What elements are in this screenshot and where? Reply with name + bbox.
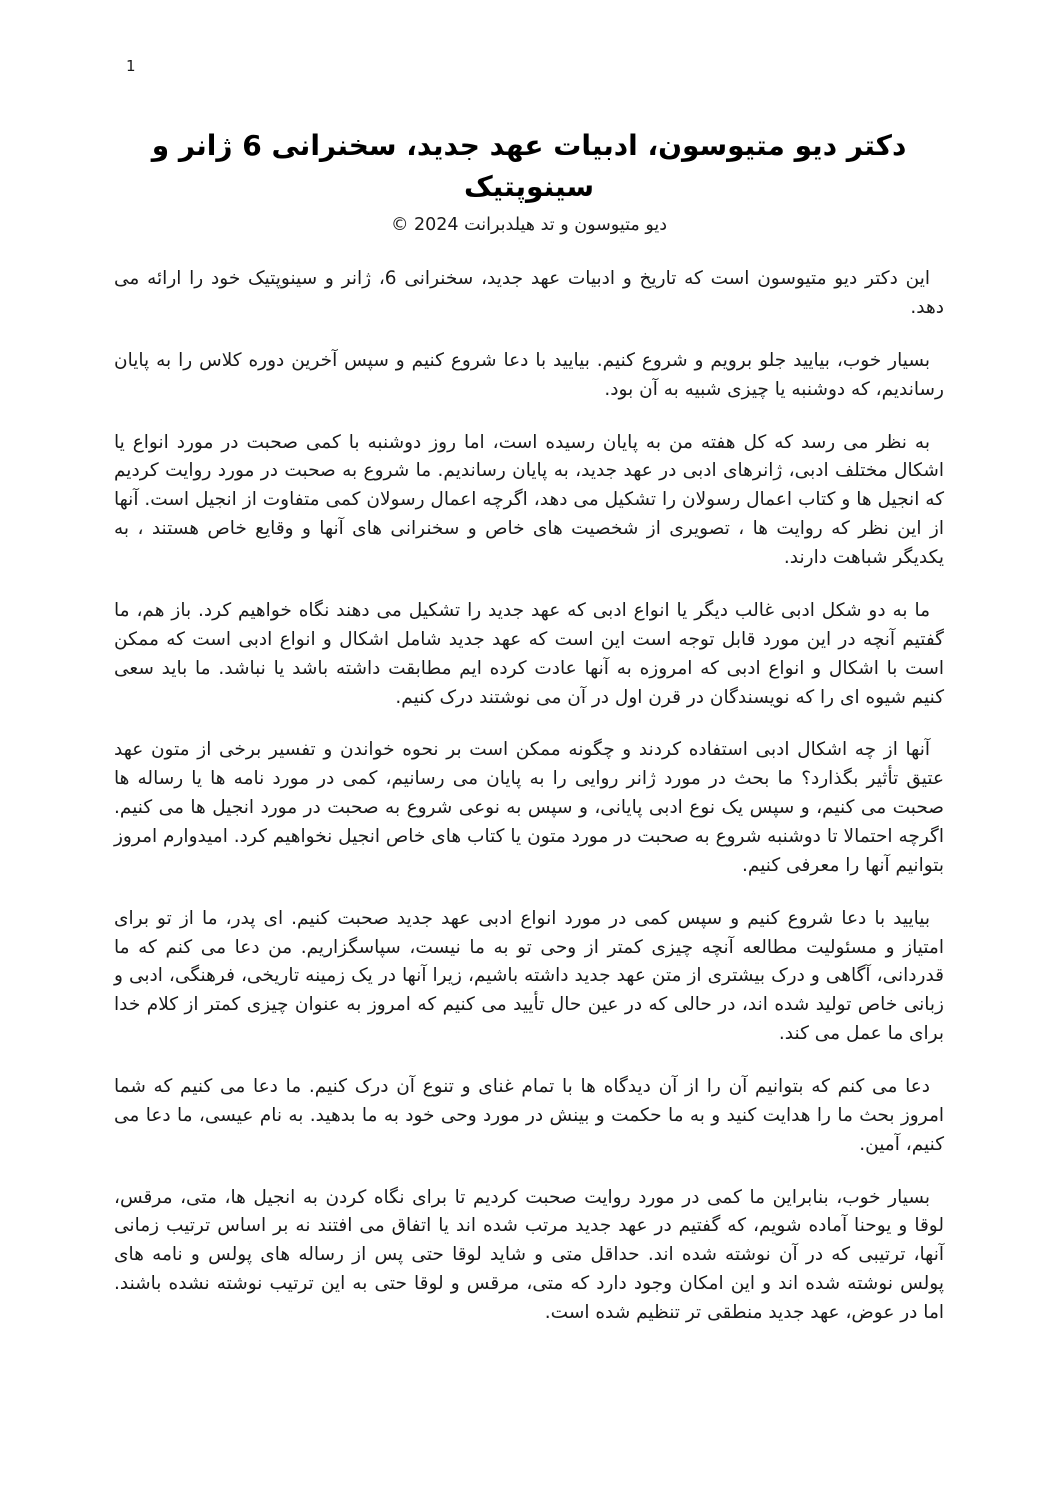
paragraph-6: بیایید با دعا شروع کنیم و سپس کمی در مورد انواع ادبی عهد جدید صحبت کنیم. ای پدر، ما از تو برای امتیاز و مسئولیت مطالعه آنچه چیزی کمتر از وحی تو به ما نیست، سپاسگزاریم. من دعا می کنم که ما قدردانی، آگاهی و درک بیشتری از متن عهد جدید داشته باشیم، زیرا آنها در یک زمینه تاریخی، فرهنگی، ادبی و زبانی خاص تولید شده اند، در حالی که در عین حال تأیید می کنیم که امروز به عنوان چیزی کمتر از کلام خدا برای ما عمل می کند. bbox=[114, 907, 944, 1045]
copyright-line: © 2024 دیو متیوسون و تد هیلدبرانت bbox=[390, 215, 668, 236]
title-line-1: دکتر دیو متیوسون، ادبیات عهد جدید، سخنرانی 6 ژانر و bbox=[151, 129, 907, 162]
paragraph-1: این دکتر دیو متیوسون است که تاریخ و ادبیات عهد جدید، سخنرانی 6، ژانر و سینوپتیک خود را ارائه می دهد. bbox=[114, 268, 944, 319]
document-title bbox=[114, 126, 944, 207]
page-number: 1 bbox=[126, 57, 136, 75]
paragraph-4: ما به دو شکل ادبی غالب دیگر یا انواع ادبی که عهد جدید را تشکیل می دهند نگاه خواهیم کرد. باز هم، ما گفتیم آنچه در این مورد قابل توجه است این است که عهد جدید شامل اشکال و انواع ادبی است که ممکن است با اشکال و انواع ادبی که امروزه به آنها عادت کرده ایم مطابقت داشته باشد یا نباشد. ما باید سعی کنیم شیوه ای را که نویسندگان در قرن اول در آن می نوشتند درک کنیم. bbox=[114, 599, 944, 708]
paragraph-7: دعا می کنم که بتوانیم آن را از آن دیدگاه ها با تمام غنای و تنوع آن درک کنیم. ما دعا می کنیم که شما امروز بحث ما را هدایت کنید و به ما حکمت و بینش در مورد وحی خود به ما بدهید. به نام عیسی، ما دعا می کنیم، آمین. bbox=[114, 1075, 944, 1155]
paragraph-5: آنها از چه اشکال ادبی استفاده کردند و چگونه ممکن است بر نحوه خواندن و تفسیر برخی از متون عهد عتیق تأثیر بگذارد؟ ما بحث در مورد ژانر روایی را به پایان می رسانیم، کمی در مورد نامه ها یا رساله ها صحبت می کنیم، و سپس یک نوع ادبی پایانی، و سپس به نوعی شروع به صحبت در مورد انجیل ها می کنیم. اگرچه احتمالا تا دوشنبه شروع به صحبت در مورد متون یا کتاب های خاص انجیل نخواهیم کرد. امیدوارم امروز بتوانیم آنها را معرفی کنیم. bbox=[114, 739, 944, 876]
document-content bbox=[114, 126, 944, 1328]
paragraph-8: بسیار خوب، بنابراین ما کمی در مورد روایت صحبت کردیم تا برای نگاه کردن به انجیل ها، متی، مرقس، لوقا و یوحنا آماده شویم، که گفتیم در عهد جدید مرتب شده اند یا اتفاق می افتند نه بر اساس ترتیب زمانی آنها، ترتیبی که در آن نوشته شده اند. حداقل متی و شاید لوقا حتی پس از رساله های پولس و نامه های پولس نوشته شده اند و این امکان وجود دارد که متی، مرقس و لوقا حتی به این ترتیب نوشته نشده باشند. اما در عوض، عهد جدید منطقی تر تنظیم شده است. bbox=[114, 1186, 944, 1323]
transcript-body bbox=[114, 265, 944, 1328]
paragraph-2: بسیار خوب، بیایید جلو برویم و شروع کنیم. بیایید با دعا شروع کنیم و سپس آخرین دوره کلاس را به پایان رساندیم، که دوشنبه یا چیزی شبیه به آن بود. bbox=[114, 349, 944, 400]
paragraph-3: به نظر می رسد که کل هفته من به پایان رسیده است، اما روز دوشنبه با کمی صحبت در مورد انواع یا اشکال مختلف ادبی، ژانرهای ادبی در عهد جدید، به پایان رساندیم. ما شروع به صحبت در مورد روایت کردیم که انجیل ها و کتاب اعمال رسولان را تشکیل می دهد، اگرچه اعمال رسولان کمی متفاوت از انجیل است. آنها از این نظر که روایت ها ، تصویری از شخصیت های خاص و سخنرانی های آنها و وقایع خاص هستند ، به یکدیگر شباهت دارند. bbox=[114, 431, 944, 569]
title-line-2: سینوپتیک bbox=[464, 169, 594, 203]
